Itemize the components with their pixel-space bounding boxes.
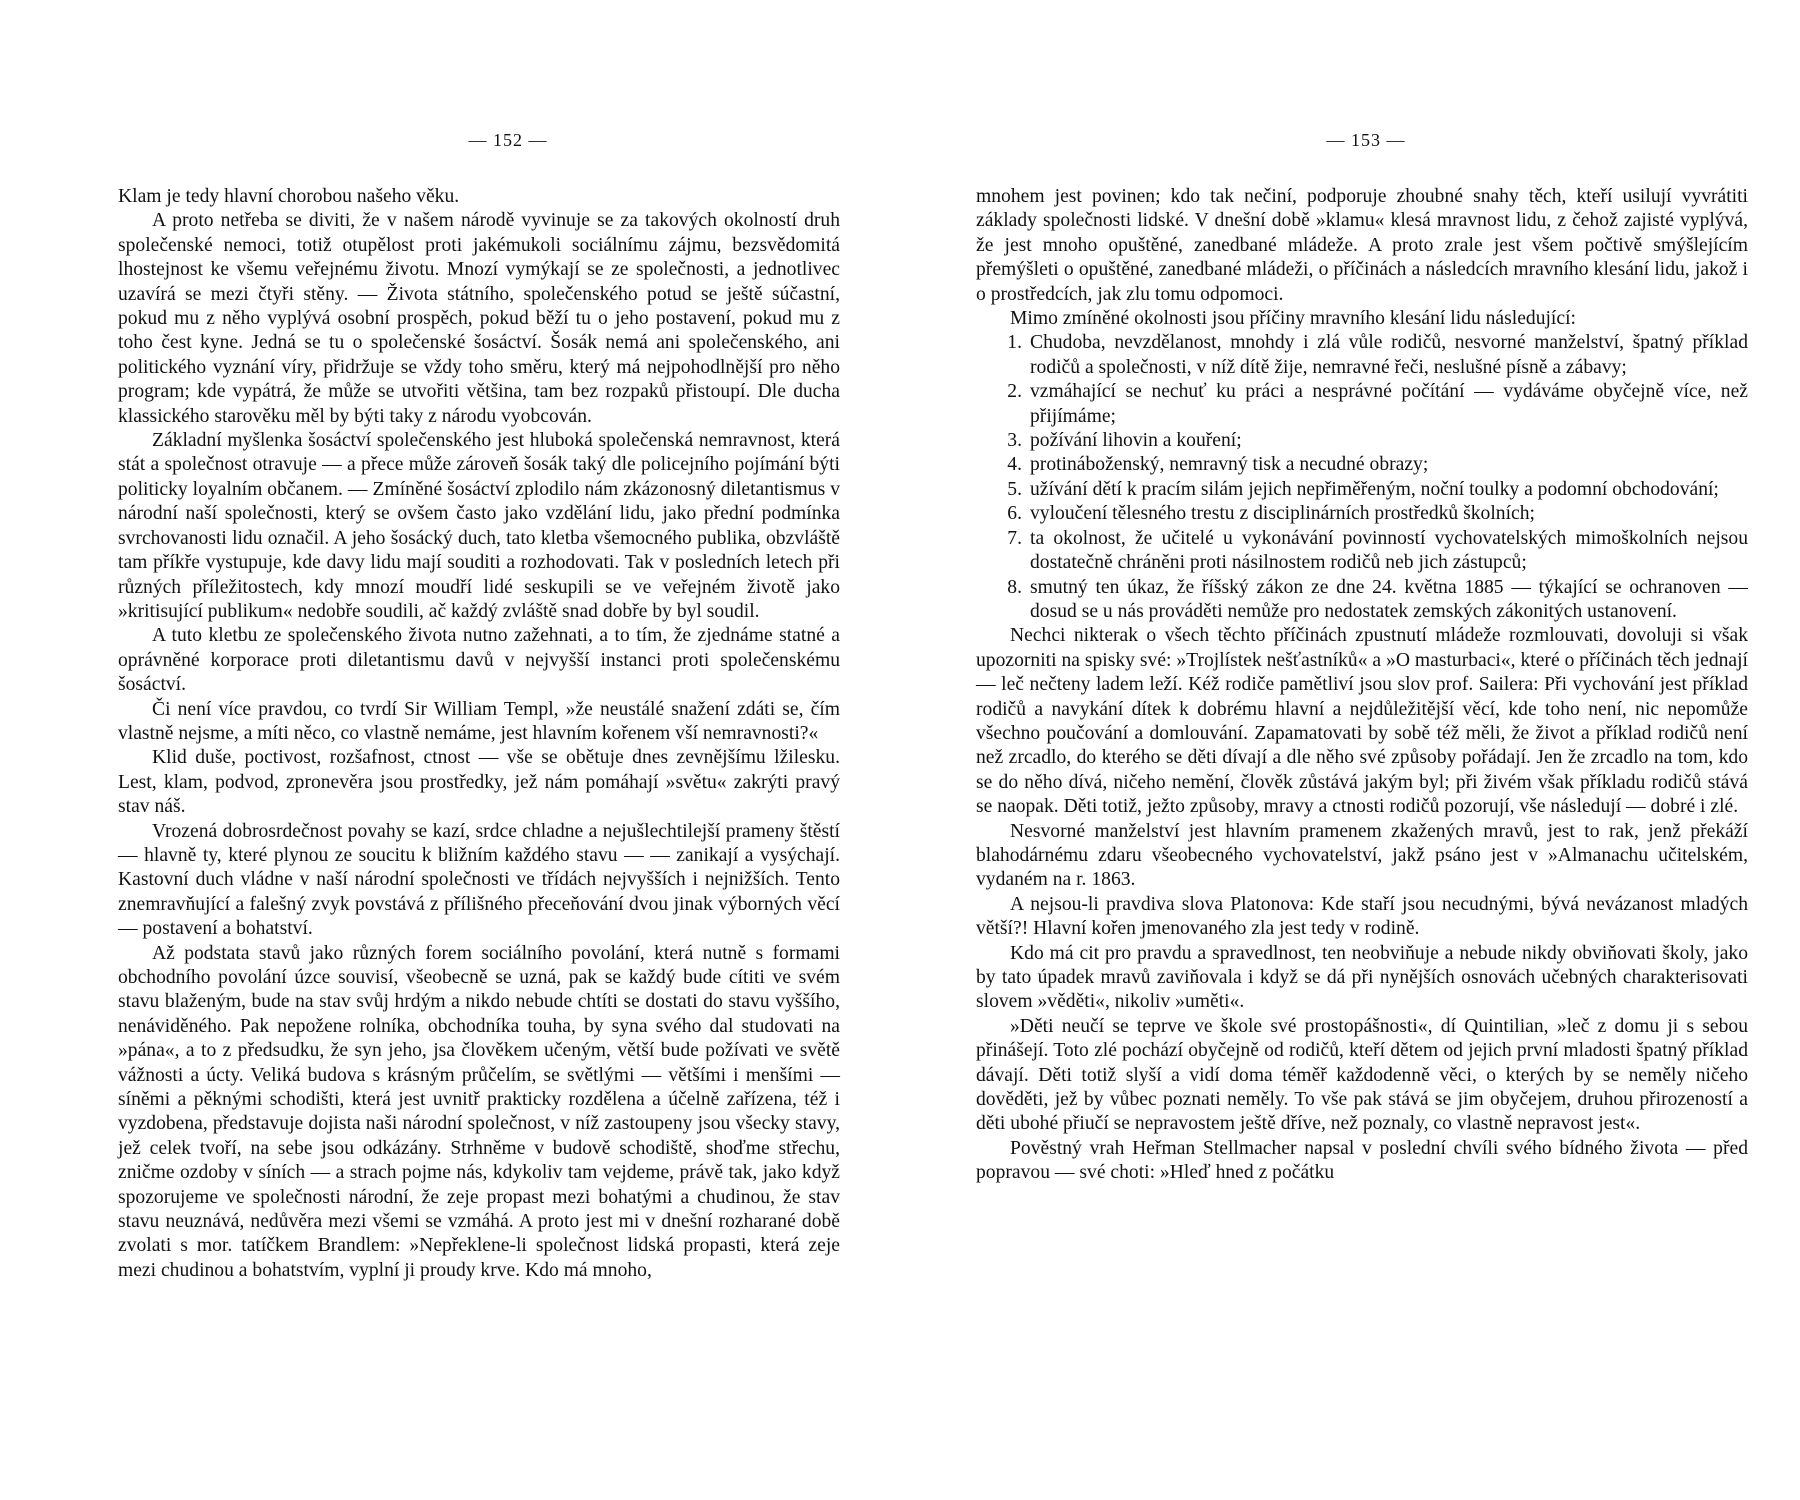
- list-text: užívání dětí k pracím silám jejich nepřiměřeným, noční toulky a podomní obchodování;: [1030, 478, 1719, 500]
- list-text: Chudoba, nevzdělanost, mnohdy i zlá vůle rodičů, nesvorné manželství, špatný příklad rodičů a společnosti, v níž dítě žije, nemravné řeči, neslušné písně a zábavy;: [1030, 332, 1748, 378]
- paragraph: Pověstný vrah Heřman Stellmacher napsal v poslední chvíli svého bídného života — před popravou — své choti: »Hleď hned z počátku: [976, 1137, 1748, 1184]
- list-text: vzmáhající se nechuť ku práci a nesprávné počítání — vydáváme obyčejně více, než přijímáme;: [1030, 381, 1748, 427]
- paragraph: »Děti neučí se teprve ve škole své prostopášnosti«, dí Quintilian, »leč z domu ji s sebou přinášejí. Toto zlé pochází obyčejně od rodičů, kteří dětem od jejich první mladosti špatný příklad dávají. Děti totiž slyší a vidí doma téměř každodenně věci, o kterých by se neměly ničeho dověděti, jež by vůbec poznati neměly. To vše pak stává se jim obyčejem, druhou přirozeností a děti ubohé přiučí se nepravostem ještě dříve, než poznaly, co vlastně nepravost jest«.: [976, 1015, 1748, 1135]
- paragraph: A nejsou-li pravdiva slova Platonova: Kde staří jsou necudnými, bývá nevázanost mladých větší?! Hlavní kořen jmenovaného zla jest tedy v rodině.: [976, 893, 1748, 940]
- paragraph: mnohem jest povinen; kdo tak nečiní, podporuje zhoubné snahy těch, kteří usilují vyvrátiti základy společnosti lidské. V dnešní době »klamu« klesá mravnost lidu, z čehož zajisté vyplývá, že jest mnoho opuštěné, zanedbané mládeže. A proto zrale jest všem počtivě smýšlejícím přemýšleti o opuštěné, zanedbané mládeži, o příčinách a následcích mravního klesání lidu, jakož i o prostředcích, jak zlu tomu odpomoci.: [976, 186, 1748, 305]
- list-item: [976, 527, 1748, 576]
- list-number: 6.: [1007, 503, 1022, 525]
- paragraph: Klid duše, poctivost, rozšafnost, ctnost — vše se obětuje dnes zevnějšímu lžilesku. Lest, klam, podvod, zpronevěra jsou prostředky, jež nám pomáhají »světu« zakrýti pravý stav náš.: [118, 747, 840, 818]
- list-item: [976, 331, 1748, 380]
- list-item: [976, 478, 1748, 502]
- left-page: [118, 0, 898, 1500]
- list-number: 7.: [1007, 527, 1022, 549]
- list-text: požívání lihovin a kouření;: [1030, 430, 1242, 452]
- list-number: 2.: [1007, 381, 1022, 403]
- page-number: — 153 —: [1326, 130, 1406, 150]
- paragraph: A proto netřeba se diviti, že v našem národě vyvinuje se za takových okolností druh společenské nemoci, totiž otupělost proti jakémukoli sociálnímu zájmu, bezsvědomitá lhostejnost ke všemu veřejnému životu. Mnozí vymýkají se ze společnosti, a jednotlivec uzavírá se mezi čtyři stěny. — Života státního, společenského potud se ještě súčastní, pokud mu z něho vyplývá osobní prospěch, pokud běží tu o jeho postavení, pokud mu z toho čest kyne. Jedná se tu o společenské šosáctví. Šosák nemá ani společenského, ani politického vyznání víry, přidržuje se vždy toho směru, který má nejpohodlnější pro něho program; kde vypátrá, že může se utvořiti většina, tam bez rozpaků přistoupí. Dle ducha klassického starověku měl by býti taky z národu vyobcován.: [118, 210, 840, 427]
- list-number: 8.: [1007, 576, 1022, 598]
- paragraph: Nesvorné manželství jest hlavním pramenem zkažených mravů, jest to rak, jenž překáží blahodárnému zdaru všeobecného vychovatelství, jakž psáno jest v »Almanachu učitelském, vydaném na r. 1863.: [976, 820, 1748, 891]
- page-body: [118, 185, 840, 1283]
- list-text: smutný ten úkaz, že říšský zákon ze dne 24. května 1885 — týkající se ochranoven — dosud se u nás prováděti nemůže pro nedostatek zemských zákonitých ustanovení.: [1030, 576, 1748, 622]
- paragraph: Klam je tedy hlavní chorobou našeho věku.: [118, 186, 460, 207]
- list-text: ta okolnost, že učitelé u vykonávání povinností vychovatelských mimoškolních nejsou dostatečně chráněni proti násilnostem rodičů neb jich zástupců;: [1030, 527, 1748, 574]
- list-number: 5.: [1007, 478, 1022, 500]
- paragraph: Nechci nikterak o všech těchto příčinách zpustnutí mládeže rozmlouvati, dovoluji si však upozorniti na spisky své: »Trojlístek nešťastníků« a »O masturbaci«, které o příčinách těch jednají — leč nečteny ladem leží. Kéž rodiče pamětliví jsou slov prof. Sailera: Při vychování jest příklad rodičů a navykání dítek k dobrému hlavní a nejdůležitější věcí, kde toho není, nic nepomůže všechno poučování a domlouvání. Zapamatovati by sobě též měli, že život a příklad rodičů není než zrcadlo, do kterého se děti dívají a dle něho své způsoby pořádají. Jen že zrcadlo na tom, kdo se do něho dívá, ničeho nemění, člověk zůstává jakým byl; při živém však příkladu rodičů stává se naopak. Děti totiž, ježto způsoby, mravy a ctnosti rodičů pozorují, vše následují — dobré i zlé.: [976, 625, 1748, 818]
- paragraph: Kdo má cit pro pravdu a spravedlnost, ten neobviňuje a nebude nikdy obviňovati školy, jako by tato úpadek mravů zaviňovala i když se dá při nynějších osnovách učebných charakterisovati slovem »věděti«, nikoliv »uměti«.: [976, 942, 1748, 1013]
- list-number: 1.: [1007, 332, 1022, 354]
- paragraph: Či není více pravdou, co tvrdí Sir William Templ, »že neustálé snažení zdáti se, čím vlastně nejsme, a míti něco, co vlastně nemáme, jest hlavním kořenem vší nemravnosti?«: [118, 698, 840, 744]
- list-item: [976, 453, 1748, 477]
- paragraph: Vrozená dobrosrdečnost povahy se kazí, srdce chladne a nejušlechtilejší prameny štěstí — hlavně ty, které plynou ze soucitu k bližním každého stavu — — zanikají a vysýchají. Kastovní duch vládne v naší národní společnosti ve třídách nejvyšších i nejnižších. Tento znemravňující a falešný zvyk povstává z přílišného přeceňování dvou jinak výborných věcí — postavení a bohatství.: [118, 820, 840, 940]
- paragraph: Až podstata stavů jako různých forem sociálního povolání, která nutně s formami obchodního povolání úzce souvisí, všeobecně se uzná, pak se každý bude cítiti ve svém stavu blaženým, bude na stav svůj hrdým a nikdo nebude chtíti se dostati do stavu vyššího, nenáviděného. Pak nepožene rolníka, obchodníka touha, by syna svého dal studovati na »pána«, a to z předsudku, že syn jeho, jsa člověkem učeným, větší bude požívati ve světě vážnosti a úcty. Veliká budova s krásným průčelím, se světlými — většími i menšími — síněmi a pěknými schodišti, která jest uvnitř prakticky rozdělena a účelně zařízena, též i vyzdobena, představuje dojista naši národní společnost, v níž zastoupeny jsou všecky stavy, jež celek tvoří, na sebe jsou odkázány. Strhněme v budově schodiště, shoďme střechu, zničme ozdoby v síních — a strach pojme nás, kdykoliv tam vejdeme, právě tak, jako když spozorujeme ve společnosti národní, že zeje propast mezi bohatými a chudinou, že stav stavu neuznává, nedůvěra mezi všemi se vzmáhá. A proto jest mi v dnešní rozharané době zvolati s mor. tatíčkem Brandlem: »Nepřeklene-li společnost lidská propasti, která zeje mezi chudinou a bohatstvím, vyplní ji proudy krve. Kdo má mnoho,: [118, 942, 840, 1281]
- list-text: vyloučení tělesného trestu z disciplinárních prostředků školních;: [1030, 503, 1535, 525]
- list-text: protináboženský, nemravný tisk a necudné obrazy;: [1030, 454, 1429, 476]
- causes-list: [976, 331, 1748, 624]
- page-body: [976, 185, 1748, 1186]
- list-item: [976, 429, 1748, 453]
- list-number: 3.: [1007, 430, 1022, 452]
- paragraph: Mimo zmíněné okolnosti jsou příčiny mravního klesání lidu následující:: [1010, 308, 1576, 330]
- paragraph: Základní myšlenka šosáctví společenského jest hluboká společenská nemravnost, která stát a společnost otravuje — a přece může zároveň šosák taký dle policejního pojímání býti politicky loyalním občanem. — Zmíněné šosáctví zplodilo nám zkázonosný diletantismus v národní naší společnosti, který se ovšem často jako vzdělání lidu, jako přední podmínka svrchovanosti lidu označil. A jeho šosácký duch, tato kletba všemocného publika, obzvláště tam příkře vystupuje, kde davy lidu mají souditi a rozhodovati. Tak v posledních letech při různých příležitostech, kdy mnozí moudří lidé seskupili se ve veřejném životě jako »kritisující publikum« nedobře soudili, ač každý zvláště snad dobře by byl soudil.: [118, 430, 840, 622]
- list-item: [976, 380, 1748, 429]
- right-page: [976, 0, 1756, 1500]
- list-item: [976, 502, 1748, 526]
- paragraph: A tuto kletbu ze společenského života nutno zažehnati, a to tím, že zjednáme statné a oprávněné korporace proti diletantismu davů v nejvyšší instanci proti společenskému šosáctví.: [118, 625, 840, 696]
- list-item: [976, 576, 1748, 625]
- list-number: 4.: [1007, 454, 1022, 476]
- page-number: — 152 —: [468, 130, 548, 150]
